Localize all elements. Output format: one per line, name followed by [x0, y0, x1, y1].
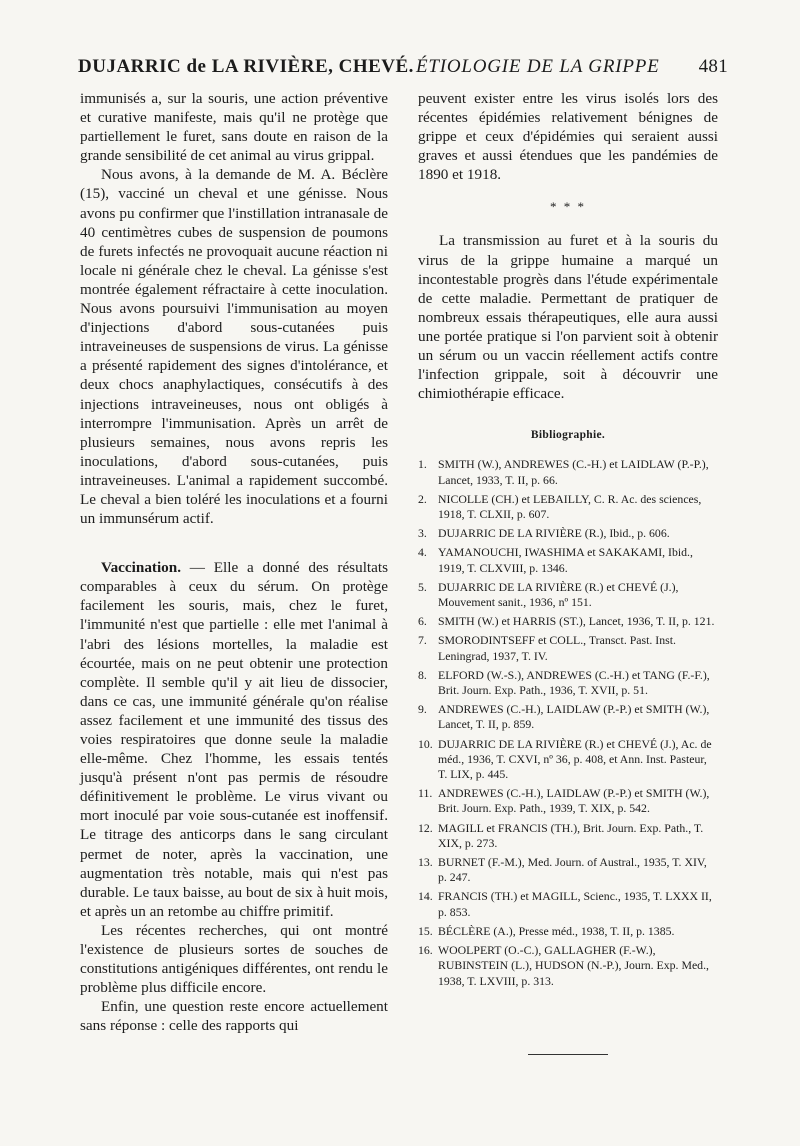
paragraph: peuvent exister entre les virus isolés lors des récentes épidémies relativement bénignes de grippe et ceux d'épidémies qui seraient aussi graves et aussi étendues que les pandémies de 1890 et 1918.: [418, 90, 718, 184]
bibliography-entry: [418, 545, 718, 575]
bibliography-entry: [418, 821, 718, 851]
paragraph: Nous avons, à la demande de M. A. Béclère (15), vacciné un cheval et une génisse. Nous avons pu confirmer que l'instillation intranasale de 40 centimètres cubes de suspension de poumons de furets infectés ne provoquait aucune réaction ni locale ni générale chez le cheval. La génisse s'est montrée également réfractaire à cette inoculation. Nous avons poursuivi l'immunisation au moyen d'injections d'abord sous-cutanées puis intraveineuses de suspensions de virus. La génisse a présenté rapidement des signes d'intolérance, et deux chocs anaphylactiques, consécutifs à des injections intraveineuses, nous ont obligés à interrompre l'immunisation. Après un arrêt de plusieurs semaines, nous avons repris les inoculations, d'abord sous-cutanées, puis intraveineuses. L'animal a rapidement succombé. Le cheval a bien toléré les inoculations et a fourni un immunsérum actif.: [80, 166, 388, 528]
bibliography-entry: [418, 633, 718, 663]
paragraph: Les récentes recherches, qui ont montré l'existence de plusieurs sortes de souches de constitutions antigéniques différentes, ont rendu le problème plus difficile encore.: [80, 921, 388, 997]
bibliography-entry: [418, 668, 718, 698]
reference-number: 6.: [418, 614, 427, 629]
bibliography-list: [418, 457, 718, 988]
reference-number: 8.: [418, 667, 427, 682]
reference-number: 11.: [418, 786, 433, 801]
left-column: [80, 89, 388, 1036]
paragraph: La transmission au furet et à la souris du virus de la grippe humaine a marqué un incontestable progrès dans l'étude expérimentale de cette maladie. Permettant de pratiquer de nombreux essais thérapeutiques, elle aura aussi une portée pratique si l'on parvient soit à obtenir un sérum ou un vaccin réellement actifs contre l'infection grippale, soit à découvrir une chimiothérapie efficace.: [418, 232, 718, 403]
reference-text: ELFORD (W.-S.), ANDREWES (C.-H.) et TANG (F.-F.), Brit. Journ. Exp. Path., 1936, T. XVII, p. 51.: [438, 667, 710, 698]
reference-text: ANDREWES (C.-H.), LAIDLAW (P.-P.) et SMITH (W.), Brit. Journ. Exp. Path., 1939, T. XIX, p. 542.: [438, 786, 710, 816]
bibliography-entry: [418, 855, 718, 885]
reference-text: SMITH (W.) et HARRIS (ST.), Lancet, 1936, T. II, p. 121.: [438, 614, 715, 629]
running-header: [78, 56, 728, 84]
bibliography-entry: [418, 614, 718, 629]
bibliography-entry: [418, 457, 718, 487]
bibliography-entry: [418, 889, 718, 919]
reference-text: SMORODINTSEFF et COLL., Transct. Past. Inst. Leningrad, 1937, T. IV.: [438, 633, 676, 663]
end-rule: [528, 1054, 608, 1055]
paragraph-vaccination: [80, 558, 388, 921]
right-column: [418, 89, 718, 993]
reference-text: BÉCLÈRE (A.), Presse méd., 1938, T. II, p. 1385.: [438, 923, 675, 938]
bibliography-entry: [418, 526, 718, 541]
reference-text: SMITH (W.), ANDREWES (C.-H.) et LAIDLAW (P.-P.), Lancet, 1933, T. II, p. 66.: [438, 457, 709, 487]
reference-number: 7.: [418, 633, 427, 648]
reference-text: DUJARRIC DE LA RIVIÈRE (R.) et CHEVÉ (J.), Mouvement sanit., 1936, nº 151.: [438, 579, 679, 610]
reference-text: NICOLLE (CH.) et LEBAILLY, C. R. Ac. des sciences, 1918, T. CLXII, p. 607.: [438, 491, 702, 522]
reference-number: 3.: [418, 526, 427, 541]
reference-text: DUJARRIC DE LA RIVIÈRE (R.), Ibid., p. 606.: [438, 526, 670, 541]
bibliography-entry: [418, 786, 718, 816]
header-authors: DUJARRIC de LA RIVIÈRE, CHEVÉ.: [78, 56, 414, 77]
bibliography-entry: [418, 924, 718, 939]
bibliography-entry: [418, 702, 718, 732]
bibliography-entry: [418, 737, 718, 783]
bibliography-heading: Bibliographie.: [530, 429, 606, 442]
reference-number: 14.: [418, 889, 433, 904]
paragraph: immunisés a, sur la souris, une action préventive et curative manifeste, mais qu'il ne protège que partiellement le furet, sans doute en raison de la grande sensibilité de cet animal au virus grippal.: [80, 90, 388, 165]
reference-number: 15.: [418, 923, 433, 938]
bibliography-entry: [418, 580, 718, 610]
page-number: 481: [698, 56, 728, 77]
reference-number: 13.: [418, 855, 433, 870]
section-lead: Vaccination.: [101, 559, 182, 577]
reference-number: 5.: [418, 579, 427, 594]
reference-text: WOOLPERT (O.-C.), GALLAGHER (F.-W.), RUBINSTEIN (L.), HUDSON (N.-P.), Journ. Exp. Med., 1938, T. LXVIII, p. 313.: [438, 943, 709, 988]
header-title: ÉTIOLOGIE DE LA GRIPPE: [415, 56, 660, 77]
paragraph-text: — Elle a donné des résultats comparables à ceux du sérum. On protège facilement les souris, mais, chez le furet, l'immunité n'est que partielle : elle met l'animal à l'abri des lésions mortelles, la maladie est écourtée, mais on ne peut obtenir une protection complète. Il semble qu'il y ait lieu de dissocier, dans ce cas, une immunité générale qu'on réalise assez facilement et une immunité des tissus des voies respiratoires que donne seule la maladie elle-même. Chez l'homme, les essais tentés jusqu'à présent n'ont pas permis de résoudre définitivement le problème. Le virus vivant ou mort inoculé par voie sous-cutanée est inoffensif. Le titrage des anticorps dans le sang circulant permet de noter, après la vaccination, une augmentation très notable, mais qui n'est pas durable. Le taux baisse, au bout de six à huit mois, et après un an retombe au chiffre primitif.: [80, 559, 388, 920]
bibliography-entry: [418, 492, 718, 522]
reference-number: 12.: [418, 820, 433, 835]
reference-number: 10.: [418, 736, 433, 751]
paragraph: Enfin, une question reste encore actuellement sans réponse : celle des rapports qui: [80, 998, 388, 1035]
reference-text: ANDREWES (C.-H.), LAIDLAW (P.-P.) et SMITH (W.), Lancet, T. II, p. 859.: [438, 702, 710, 732]
bibliography-entry: [418, 943, 718, 989]
reference-number: 16.: [418, 943, 433, 958]
reference-number: 4.: [418, 545, 427, 560]
reference-text: YAMANOUCHI, IWASHIMA et SAKAKAMI, Ibid., 1919, T. CLXVIII, p. 1346.: [438, 545, 693, 575]
reference-text: BURNET (F.-M.), Med. Journ. of Austral., 1935, T. XIV, p. 247.: [438, 855, 707, 885]
reference-number: 2.: [418, 491, 427, 506]
section-separator: * * *: [550, 199, 586, 215]
reference-text: MAGILL et FRANCIS (TH.), Brit. Journ. Exp. Path., T. XIX, p. 273.: [438, 820, 704, 850]
reference-number: 1.: [418, 457, 427, 472]
reference-text: FRANCIS (TH.) et MAGILL, Scienc., 1935, T. LXXX II, p. 853.: [438, 889, 712, 919]
reference-number: 9.: [418, 702, 427, 717]
reference-text: DUJARRIC DE LA RIVIÈRE (R.) et CHEVÉ (J.), Ac. de méd., 1936, T. CXVI, nº 36, p. 408, et Ann. Inst. Pasteur, T. LIX, p. 445.: [438, 736, 712, 782]
